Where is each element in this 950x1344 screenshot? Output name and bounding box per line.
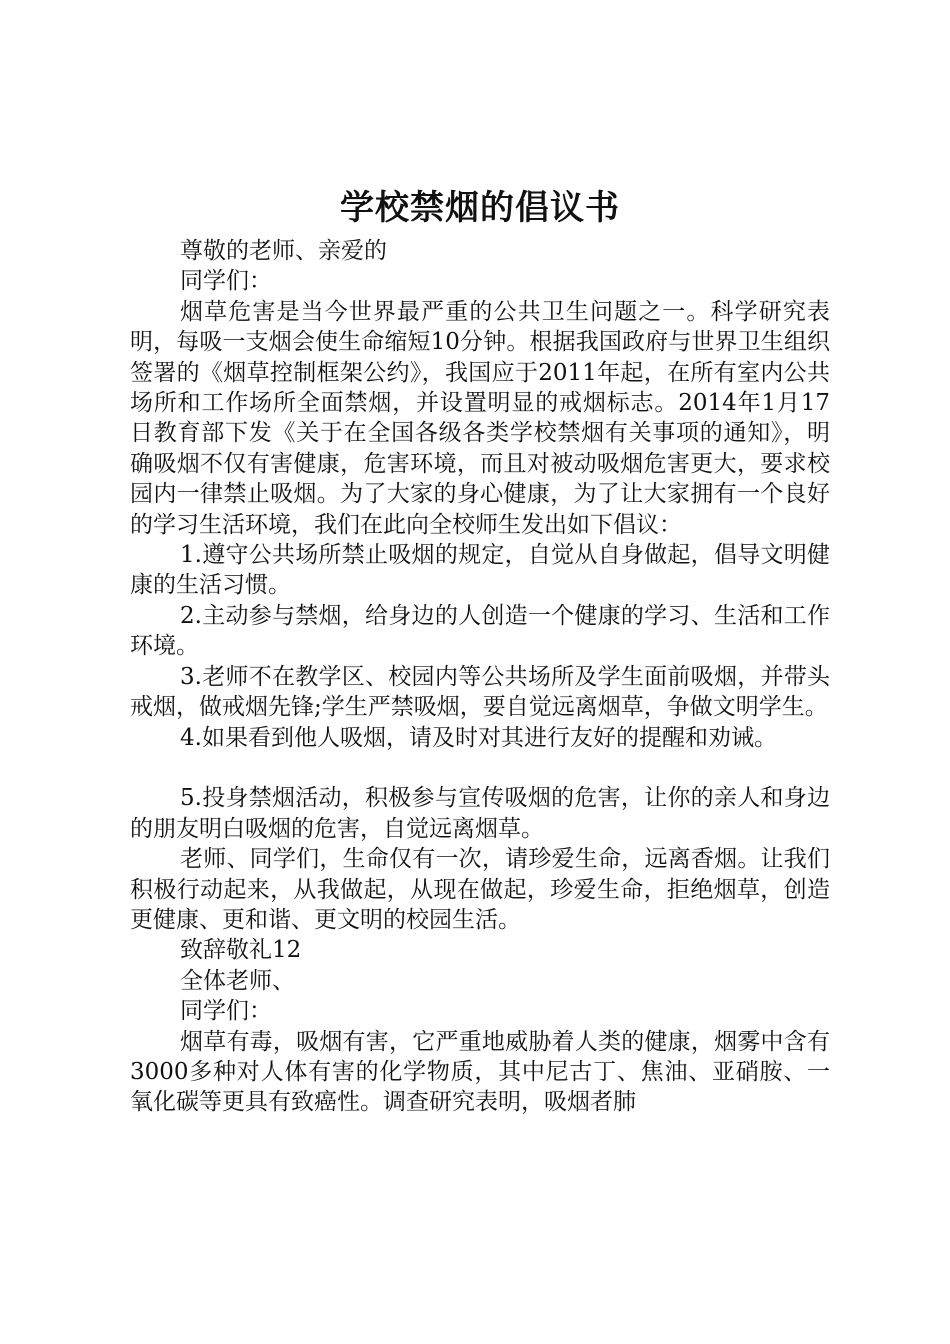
intro-paragraph: 烟草危害是当今世界最严重的公共卫生问题之一。科学研究表明，每吸一支烟会使生命缩短10分钟。根据我国政府与世界卫生组织签署的《烟草控制框架公约》，我国应于2011年起，在所有室内公共场所和工作场所全面禁烟，并设置明显的戒烟标志。2014年1月17日教育部下发《关于在全国各级各类学校禁烟有关事项的通知》，明确吸烟不仅有害健康，危害环境，而且对被动吸烟危害更大，要求校园内一律禁止吸烟。为了大家的身心健康，为了让大家拥有一个良好的学习生活环境，我们在此向全校师生发出如下倡议：: [130, 298, 830, 538]
proposal-item-4: 4.如果看到他人吸烟，请及时对其进行友好的提醒和劝诫。: [180, 724, 777, 751]
closing-paragraph: 老师、同学们，生命仅有一次，请珍爱生命，远离香烟。让我们积极行动起来，从我做起，从现在做起，珍爱生命，拒绝烟草，创造更健康、更和谐、更文明的校园生活。: [130, 846, 830, 933]
proposal-item-2: 2.主动参与禁烟，给身边的人创造一个健康的学习、生活和工作环境。: [130, 602, 830, 660]
salutation-line: 同学们：: [180, 998, 272, 1025]
salutation-line: 同学们：: [180, 268, 272, 295]
salutation-line: 全体老师、: [180, 967, 295, 994]
salutation-line: 尊敬的老师、亲爱的: [180, 238, 387, 264]
proposal-item-1: 1.遵守公共场所禁止吸烟的规定，自觉从自身做起，倡导文明健康的生活习惯。: [130, 542, 830, 599]
document-page: [130, 180, 830, 1118]
document-title: 学校禁烟的倡议书: [340, 188, 620, 228]
proposal-item-5: 5.投身禁烟活动，积极参与宣传吸烟的危害，让你的亲人和身边的朋友明白吸烟的危害，自觉远离烟草。: [130, 785, 830, 842]
proposal-item-3: 3.老师不在教学区、校园内等公共场所及学生面前吸烟，并带头戒烟，做戒烟先锋;学生严禁吸烟，要自觉远离烟草，争做文明学生。: [130, 663, 830, 721]
farewell-line: 致辞敬礼12: [180, 937, 302, 964]
second-letter-paragraph: 烟草有毒，吸烟有害，它严重地威胁着人类的健康，烟雾中含有3000多种对人体有害的化学物质，其中尼古丁、焦油、亚硝胺、一氧化碳等更具有致癌性。调查研究表明，吸烟者肺: [130, 1028, 830, 1116]
blank-line: [130, 753, 830, 783]
